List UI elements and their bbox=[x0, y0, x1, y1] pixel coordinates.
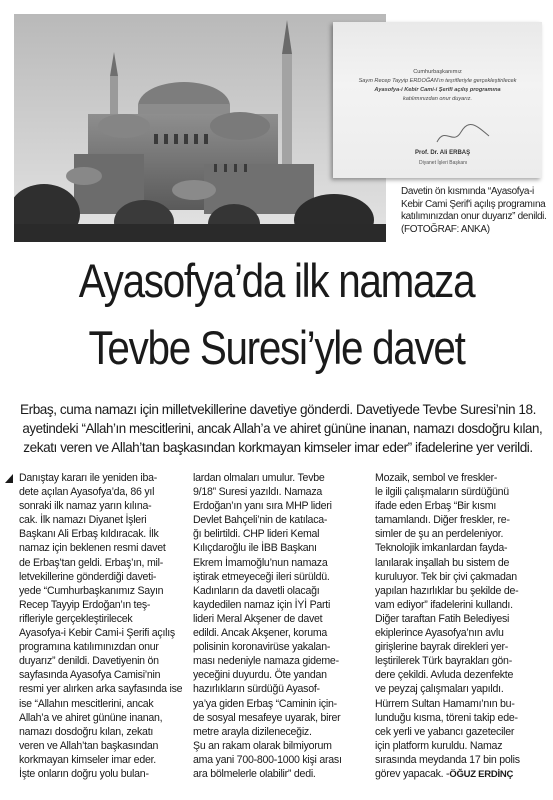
article-line: Devlet Bahçeli’nin de katılaca- bbox=[193, 514, 328, 527]
article-line: ifade eden Erbaş “Bir kısmı bbox=[375, 500, 497, 513]
article-line: Erdoğan’ın yanı sıra MHP lideri bbox=[193, 500, 332, 513]
article-line: iştirak etmeyeceği ileri sürüldü. bbox=[193, 570, 330, 583]
article-line: Başkanı Ali Erbaş kıldıracak. İlk bbox=[19, 528, 159, 541]
signature-mark bbox=[433, 122, 493, 148]
photo-caption bbox=[401, 186, 547, 236]
article-line: sırasında meydanda 17 bin polis bbox=[375, 753, 520, 766]
article-line: ama yani 700-800-1000 kişi arası bbox=[193, 753, 342, 766]
article-line: Allah’a ve ahiret gününe inanan, bbox=[19, 711, 163, 724]
article-column-3 bbox=[375, 471, 541, 781]
article-line: lunduğu kısma, töreni takip ede- bbox=[375, 711, 518, 724]
caption-line: (FOTOĞRAF: ANKA) bbox=[401, 223, 490, 235]
article-line: dete açılan Ayasofya’da, 86 yıl bbox=[19, 486, 155, 499]
paragraph-marker-icon bbox=[5, 474, 13, 483]
article-line: girişlerine bayrak direkleri yer- bbox=[375, 641, 509, 654]
article-line: rifleriyle gerçekleştirilecek bbox=[19, 612, 133, 625]
signature-role: Diyanet İşleri Başkanı bbox=[419, 160, 468, 166]
article-line: resmi yer alırken arka sayfasında ise bbox=[19, 683, 183, 696]
headline-line-1: Ayasofya’da ilk namaza bbox=[78, 254, 475, 307]
article-line: sayfasında Ayasofya Camisi’nin bbox=[19, 669, 161, 682]
mosque-photo bbox=[14, 14, 386, 242]
deck-line: zekatı veren ve Allah’tan başkasından korkmayan kimseler imar eder” ifadelerine yer verildi. bbox=[23, 440, 533, 455]
article-line: hazırlıkların sürdüğü Ayasof- bbox=[193, 683, 320, 696]
article-line: lideri Meral Akşener de davet bbox=[193, 612, 323, 625]
article-line: polisinin koronavirüse yakalan- bbox=[193, 641, 331, 654]
article-line: cak. İlk namazı Diyanet İşleri bbox=[19, 514, 147, 527]
article-line: 9/18” Suresi yazıldı. Namaza bbox=[193, 486, 323, 499]
article-line: sonraki ilk namaz yarın kılına- bbox=[19, 500, 152, 513]
article-line: Şu an rakam olarak bilmiyorum bbox=[193, 739, 332, 752]
invitation-card bbox=[333, 22, 542, 178]
article-line: İşte onların doğru yolu bulan- bbox=[19, 767, 149, 780]
article-line: yede “Cumhurbaşkanımız Sayın bbox=[19, 584, 164, 597]
article-line: yapılan hazırlıklar bu şekilde de- bbox=[375, 584, 519, 597]
ayasofya-image bbox=[14, 14, 386, 242]
article-line: namaz için beklenen resmi davet bbox=[19, 542, 166, 555]
article-line: Ayasofya-i Kebir Cami-i Şerifi açılış bbox=[19, 627, 175, 640]
caption-line: Davetin ön kısmında “Ayasofya-i bbox=[401, 186, 534, 197]
signature-name: Prof. Dr. Ali ERBAŞ bbox=[415, 150, 471, 156]
article-line: lanılarak inşallah bu sistem de bbox=[375, 556, 510, 569]
article-line: kaydedilen namaz için İYİ Parti bbox=[193, 598, 331, 611]
article-line: Ekrem İmamoğlu’nun namaza bbox=[193, 556, 328, 569]
article-line: de Erbaş’tan geldi. Erbaş’ın, mil- bbox=[19, 556, 164, 569]
article-line: Diğer taraftan Fatih Belediyesi bbox=[375, 612, 510, 625]
article-line: ğı belirtildi. CHP lideri Kemal bbox=[193, 528, 320, 541]
invitation-line: Ayasofya-i Kebir Cami-i Şerifi açılış programına bbox=[374, 87, 501, 93]
article-line: Hürrem Sultan Hamamı’nın bu- bbox=[375, 697, 515, 710]
article-line: veren ve Allah’tan başkasından bbox=[19, 739, 159, 752]
article-line: görev yapacak. -ÖĞUZ ERDİNÇ bbox=[375, 767, 514, 780]
article-line: dere çekildi. Avluda dezenfekte bbox=[375, 669, 514, 682]
article-line: vam ediyor” ifadelerini kullandı. bbox=[375, 598, 513, 611]
article-line: Mozaik, sembol ve freskler- bbox=[375, 472, 498, 484]
article-line: ara bölmelerle olabilir” dedi. bbox=[193, 767, 316, 780]
article-line: duyarız” denildi. Davetiyenin ön bbox=[19, 655, 159, 668]
article-column-1 bbox=[19, 471, 182, 781]
article-line: kuruluyor. Tek bir çivi çakmadan bbox=[375, 570, 517, 583]
article-line: tamamlandı. Diğer freskler, re- bbox=[375, 514, 510, 527]
article-line: letvekillerine gönderdiği daveti- bbox=[19, 570, 157, 583]
author-name: ÖĞUZ ERDİNÇ bbox=[449, 768, 514, 780]
article-line: Kadınların da davetli olacağı bbox=[193, 584, 320, 597]
article-line: cek yerli ve yabancı gazeteciler bbox=[375, 725, 515, 738]
article-line: le ilgili çalışmaların sürdüğünü bbox=[375, 486, 509, 499]
article-line: simler de şu an perdeleniyor. bbox=[375, 528, 504, 541]
article-line: Teknolojik imkanlardan fayda- bbox=[375, 542, 508, 555]
article-line: yeceğini duyurdu. Öte yandan bbox=[193, 669, 327, 682]
invitation-line: katılımınızdan onur duyarız. bbox=[402, 96, 473, 102]
deck-line: ayetindeki “Allah’ın mescitlerini, ancak Allah’a ve ahiret gününe inanan, namazı dosdoğru kılan, bbox=[22, 421, 543, 436]
invitation-line: Sayın Recep Tayyip ERDOĞAN'ın teşrifleriyle gerçekleştirilecek bbox=[358, 78, 517, 84]
article-line: için platform kuruldu. Namaz bbox=[375, 739, 503, 752]
article-line: leştirilerek Türk bayrakları gön- bbox=[375, 655, 512, 668]
invitation-line: Cumhurbaşkanımız bbox=[413, 69, 462, 75]
article-line: Danıştay kararı ile yeniden iba- bbox=[19, 472, 158, 484]
article-line: de sosyal mesafeye uyarak, birer bbox=[193, 711, 341, 724]
deck-line: Erbaş, cuma namazı için milletvekillerine davetiye gönderdi. Davetiyede Tevbe Suresi’nin 18. bbox=[20, 402, 536, 417]
article-line: ise “Allahın mescitlerini, ancak bbox=[19, 697, 154, 710]
caption-line: Kebir Cami Şerif'i açılış programına bbox=[401, 198, 546, 210]
article-line: korkmayan kimseler imar eder. bbox=[19, 753, 156, 766]
article-line: ve peyzaj çalışmaları yapıldı. bbox=[375, 683, 504, 696]
article-line: Recep Tayyip Erdoğan’ın teş- bbox=[19, 598, 151, 611]
article-column-2 bbox=[193, 471, 363, 781]
article-line: ması nedeniyle namaza gideme- bbox=[193, 655, 339, 668]
caption-line: katılımınızdan onur duyarız” denildi. bbox=[401, 211, 547, 223]
headline-line-2: Tevbe Suresi’yle davet bbox=[88, 321, 465, 374]
article-line: Kılıçdaroğlu ile İBB Başkanı bbox=[193, 542, 317, 555]
article-line: lardan olmaları umulur. Tevbe bbox=[193, 472, 325, 484]
article-line: edildi. Ancak Akşener, koruma bbox=[193, 627, 328, 640]
article-line: ya’ya giden Erbaş “Caminin için- bbox=[193, 697, 337, 710]
article-line: namazı dosdoğru kılan, zekatı bbox=[19, 725, 154, 738]
article-line: ekiplerince Ayasofya’nın avlu bbox=[375, 627, 504, 640]
article-line: metre arayla dizileneceğiz. bbox=[193, 725, 312, 738]
article-line: programına katılımınızdan onur bbox=[19, 641, 159, 654]
